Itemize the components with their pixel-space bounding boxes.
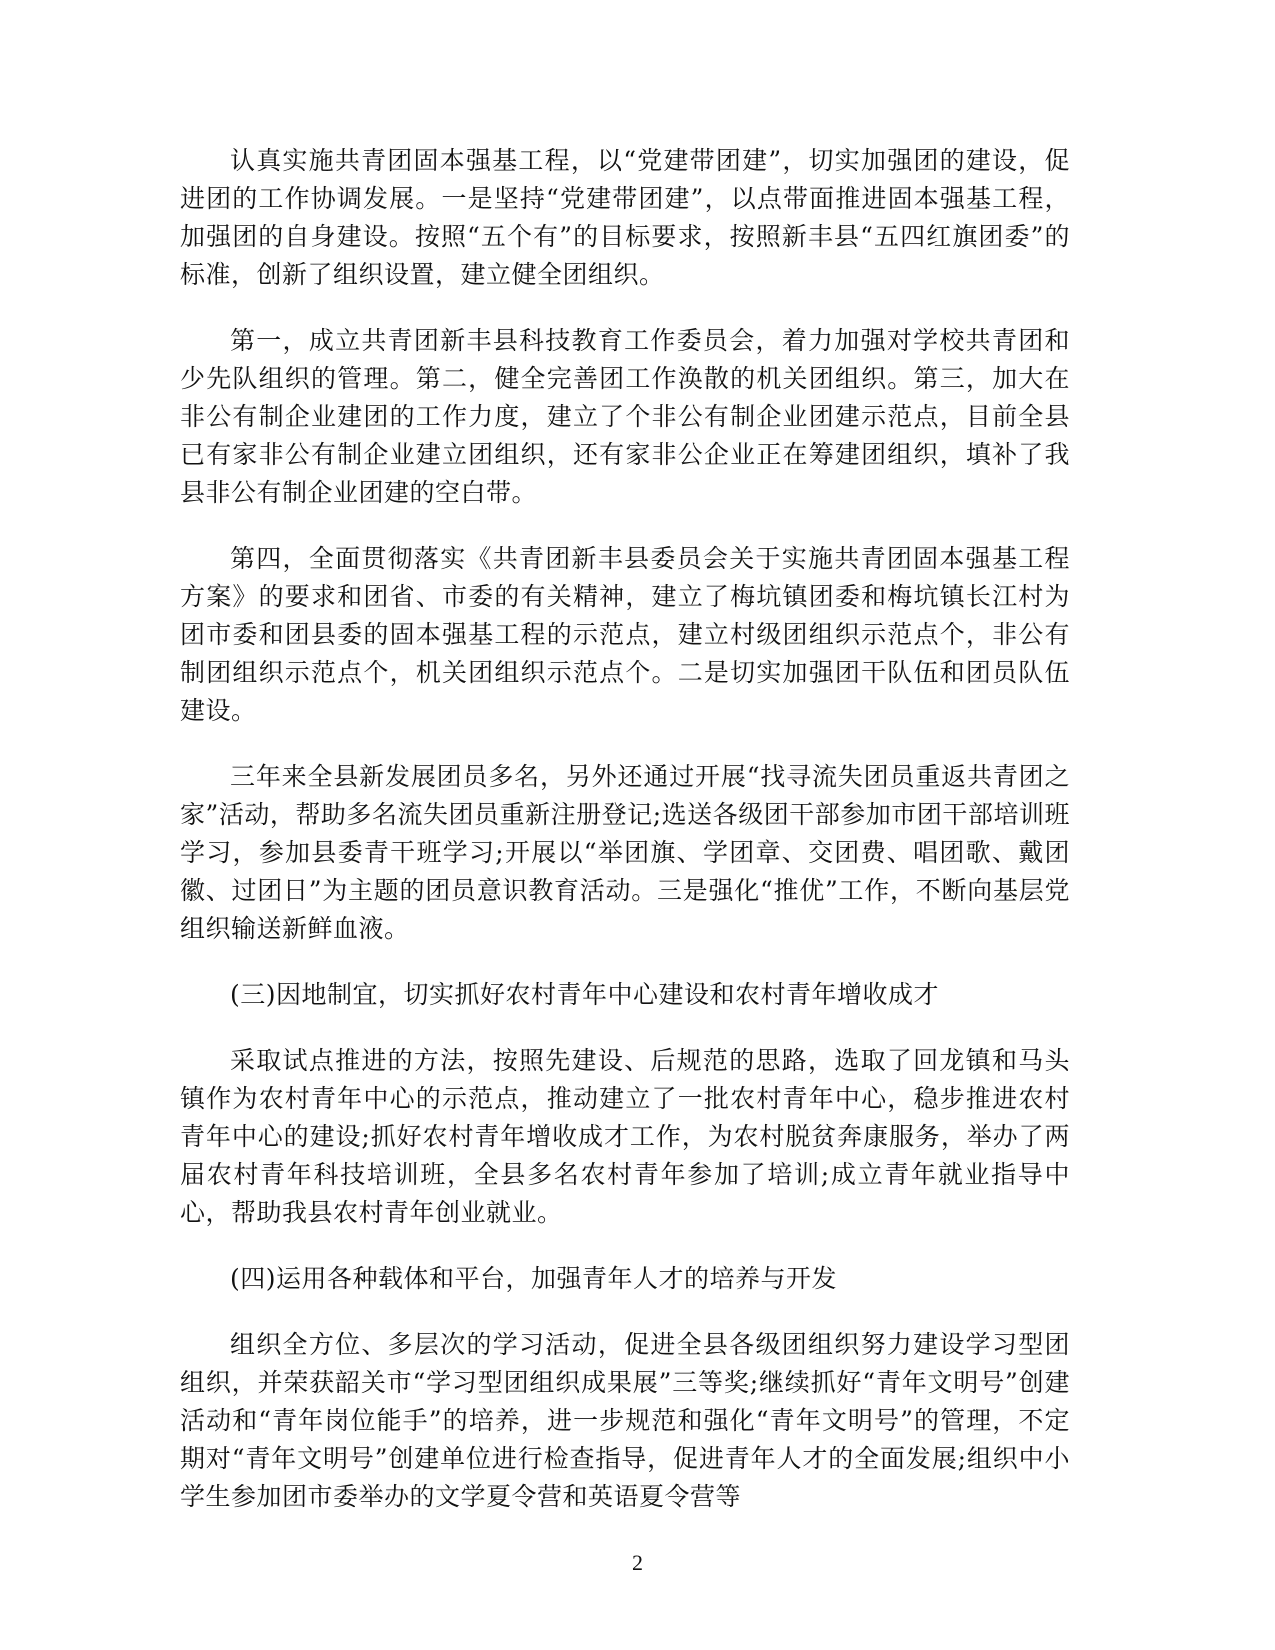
section-heading-3: (三)因地制宜，切实抓好农村青年中心建设和农村青年增收成才 — [230, 980, 940, 1009]
section-heading-4: (四)运用各种载体和平台，加强青年人才的培养与开发 — [230, 1264, 838, 1293]
paragraph-2: 第一，成立共青团新丰县科技教育工作委员会，着力加强对学校共青团和少先队组织的管理。第二，健全完善团工作涣散的机关团组织。第三，加大在非公有制企业建团的工作力度，建立了个非公有制企业团建示范点，目前全县已有家非公有制企业建立团组织，还有家非公企业正在筹建团组织，填补了我县非公有制企业团建的空白带。 — [180, 326, 1070, 507]
paragraph-5: 采取试点推进的方法，按照先建设、后规范的思路，选取了回龙镇和马头镇作为农村青年中心的示范点，推动建立了一批农村青年中心，稳步推进农村青年中心的建设;抓好农村青年增收成才工作，为农村脱贫奔康服务，举办了两届农村青年科技培训班，全县多名农村青年参加了培训;成立青年就业指导中心，帮助我县农村青年创业就业。 — [180, 1046, 1070, 1227]
page-number: 2 — [632, 1550, 643, 1575]
document-body — [180, 142, 1070, 1544]
paragraph-6: 组织全方位、多层次的学习活动，促进全县各级团组织努力建设学习型团组织，并荣获韶关市“学习型团组织成果展”三等奖;继续抓好“青年文明号”创建活动和“青年岗位能手”的培养，进一步规范和强化“青年文明号”的管理，不定期对“青年文明号”创建单位进行检查指导，促进青年人才的全面发展;组织中小学生参加团市委举办的文学夏令营和英语夏令营等 — [180, 1330, 1070, 1511]
paragraph-4: 三年来全县新发展团员多名，另外还通过开展“找寻流失团员重返共青团之家”活动，帮助多名流失团员重新注册登记;选送各级团干部参加市团干部培训班学习，参加县委青干班学习;开展以“举团旗、学团章、交团费、唱团歌、戴团徽、过团日”为主题的团员意识教育活动。三是强化“推优”工作，不断向基层党组织输送新鲜血液。 — [180, 762, 1070, 943]
paragraph-1: 认真实施共青团固本强基工程，以“党建带团建”，切实加强团的建设，促进团的工作协调发展。一是坚持“党建带团建”，以点带面推进固本强基工程，加强团的自身建设。按照“五个有”的目标要求，按照新丰县“五四红旗团委”的标准，创新了组织设置，建立健全团组织。 — [180, 146, 1070, 289]
paragraph-3: 第四，全面贯彻落实《共青团新丰县委员会关于实施共青团固本强基工程方案》的要求和团省、市委的有关精神，建立了梅坑镇团委和梅坑镇长江村为团市委和团县委的固本强基工程的示范点，建立村级团组织示范点个，非公有制团组织示范点个，机关团组织示范点个。二是切实加强团干队伍和团员队伍建设。 — [180, 544, 1070, 725]
